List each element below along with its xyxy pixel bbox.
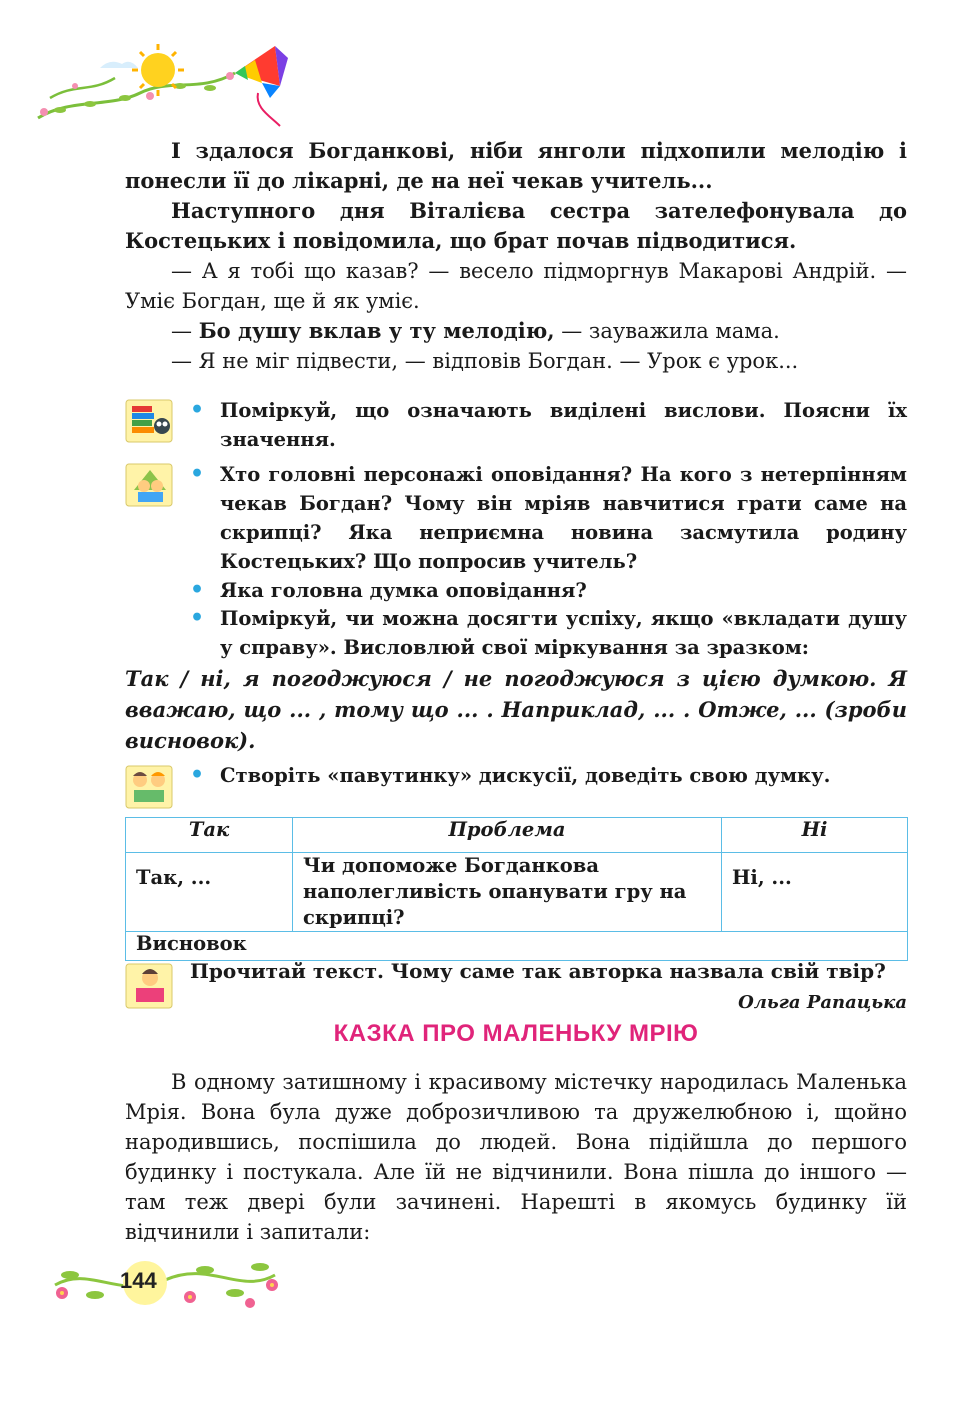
story-title: КАЗКА ПРО МАЛЕНЬКУ МРІЮ: [333, 1020, 699, 1047]
task-question: Поміркуй, чи можна досягти успіху, якщо «вкладати душу у справу». Висловлюй свої міркування за зразком:: [220, 607, 907, 659]
story-paragraph: І здалося Богданкові, ніби янголи підхопили мелодію і понесли її до лікарні, де на неї чекав учитель...: [125, 138, 907, 193]
bullet-icon: •: [190, 577, 205, 603]
dash: —: [171, 319, 199, 343]
cell-problem: Чи допоможе Богданкова наполегливість опанувати гру на скрипці?: [293, 853, 722, 932]
table-row: [126, 853, 908, 932]
answer-pattern: Так / ні, я погоджуюся / не погоджуюся з цією думкою. Я вважаю, що ... , тому що ... . Наприклад, ... . Отже, ... (зроби висновок).: [125, 666, 907, 753]
task-question: Поміркуй, що означають виділені вислови. Поясни їх значення.: [220, 399, 907, 451]
boy-reading-icon: [124, 958, 176, 1012]
story-paragraph: — Я не міг підвести, — відповів Богдан. — Урок є урок...: [171, 349, 799, 373]
kids-discussion-icon: [124, 760, 176, 812]
reading-task: Прочитай текст. Чому саме так авторка назвала свій твір?: [190, 959, 886, 983]
story-paragraph: [125, 316, 907, 346]
column-header-yes: Так: [126, 818, 293, 853]
cell-yes: Так, ...: [126, 853, 293, 932]
bullet-icon: •: [190, 461, 205, 487]
story-paragraph: Наступного дня Віталієва сестра зателефонувала до Костецьких і повідомила, що брат почав підводитися.: [125, 198, 907, 253]
task-question: Яка головна думка оповідання?: [220, 579, 587, 602]
discussion-table: [125, 817, 908, 961]
story-paragraph: В одному затишному і красивому містечку народилась Маленька Мрія. Вона була дуже доброзичливою та дружелюбною і, щойно народившись, поспішила до людей. Вона підійшла до першого будинку і постукала. Але їй не відчинили. Вона пішла до іншого — там теж двері були зачинені. Нарешті в якомусь будинку їй відчинили і запитали:: [125, 1070, 907, 1244]
highlighted-phrase: Бо душу вклав у ту мелодію,: [198, 318, 555, 343]
bullet-icon: •: [190, 397, 205, 423]
story-text: — зауважила мама.: [554, 319, 780, 343]
author-name: Ольга Рапацька: [738, 992, 907, 1013]
children-reading-icon: [124, 460, 176, 508]
story-paragraph: — А я тобі що казав? — весело підморгнув Макарові Андрій. — Уміє Богдан, ще й як уміє.: [125, 259, 907, 313]
column-header-problem: Проблема: [293, 818, 722, 853]
flower-decoration-icon: [50, 1245, 280, 1315]
page-number: 144: [120, 1268, 157, 1293]
books-owl-icon: [124, 396, 176, 444]
bullet-icon: •: [190, 762, 205, 788]
task-question: Створіть «павутинку» дискусії, доведіть свою думку.: [220, 764, 831, 787]
cell-no: Ні, ...: [722, 853, 908, 932]
cell-conclusion: Висновок: [126, 932, 908, 961]
table-header-row: [126, 818, 908, 853]
column-header-no: Ні: [722, 818, 908, 853]
bullet-icon: •: [190, 605, 205, 631]
sun-kite-decoration-icon: [30, 38, 290, 130]
task-question: Хто головні персонажі оповідання? На кого з нетерпінням чекав Богдан? Чому він мріяв навчитися грати саме на скрипці? Яка неприємна новина засмутила родину Костецьких? Що попросив учитель?: [220, 463, 907, 573]
